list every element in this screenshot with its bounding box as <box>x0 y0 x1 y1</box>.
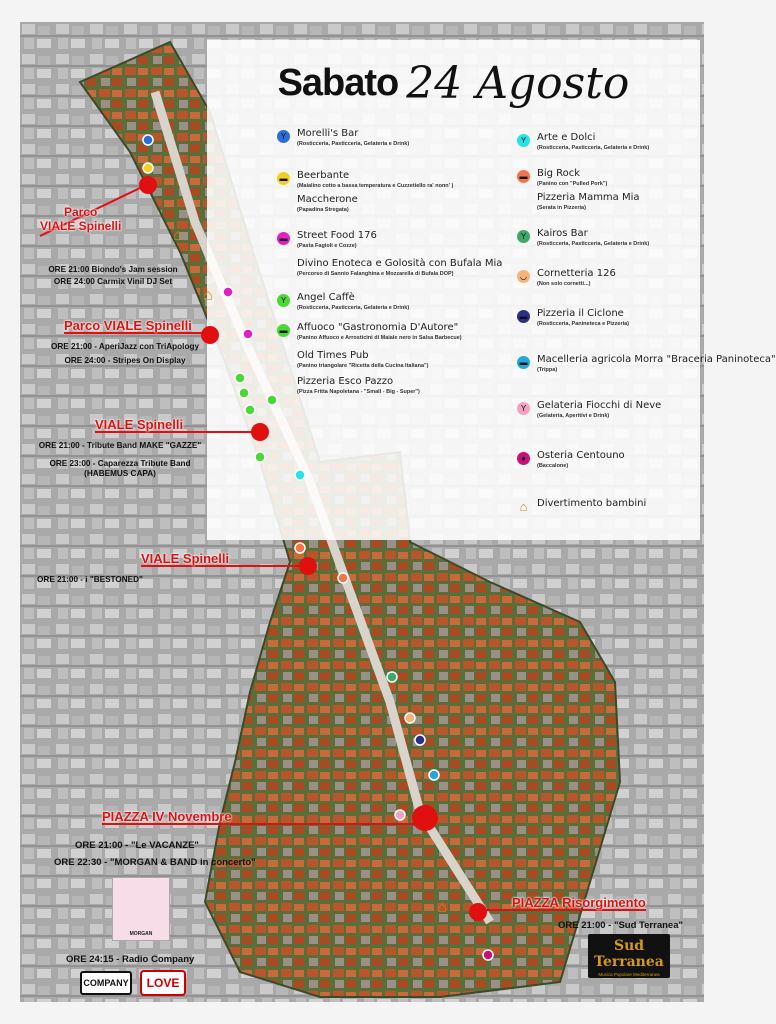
legend-item-name: Cornetteria 126 <box>537 268 616 279</box>
legend-item-desc: (Rosticceria, Pasticceria, Gelateria e Drink) <box>297 141 410 147</box>
stage-label-6: PIAZZA Risorgimento <box>512 895 646 910</box>
stage-label-5: PIAZZA IV Novembre <box>102 809 232 824</box>
vendor-dot <box>338 573 348 583</box>
legend-item-desc: (Papadina Stregata) <box>297 207 349 213</box>
carousel-icon: ⌂ <box>519 499 528 514</box>
vendor-dot <box>243 329 253 339</box>
vendor-dot <box>405 713 415 723</box>
stage-3-event: ORE 23:00 - Caparezza Tribute Band <box>49 459 191 468</box>
cocktail-icon: Y <box>277 130 290 143</box>
burger-icon: ▬ <box>277 324 290 337</box>
cocktail-icon: Y <box>277 294 290 307</box>
legend-item-name: Big Rock <box>537 168 581 179</box>
cocktail-icon: Y <box>517 134 530 147</box>
stage-label-2: Parco VIALE Spinelli <box>64 318 192 333</box>
legend-item-name: Maccherone <box>297 194 358 205</box>
stage-4-event: ORE 21:00 - i "BESTONED" <box>37 575 143 584</box>
burger-icon: ▬ <box>277 172 290 185</box>
stage-2-event: ORE 24:00 - Stripes On Display <box>64 356 186 365</box>
morgan-caption: MORGAN <box>129 931 153 937</box>
legend-item-desc: (Baccalone) <box>537 463 569 469</box>
vendor-dot <box>245 405 255 415</box>
legend-item-name: Arte e Dolci <box>537 132 596 143</box>
legend-item-desc: (Maialino cotto a bassa temperatura e Cuzzetiello ra' nonn' ) <box>297 183 454 189</box>
vendor-dot <box>295 470 305 480</box>
legend-item-desc: (Rosticceria, Pasticceria, Gelateria e Drink) <box>297 305 410 311</box>
stage-pin-1 <box>139 176 157 194</box>
stage-label-1: Parco VIALE Spinelli <box>40 205 122 233</box>
vendor-dot <box>235 373 245 383</box>
legend-item-desc: (Non solo cornetti...) <box>537 281 591 287</box>
sud-terranea-logo <box>588 934 670 978</box>
vendor-dot <box>239 388 249 398</box>
title-day: Sabato <box>277 62 399 104</box>
stage-label-3: VIALE Spinelli <box>95 417 184 432</box>
legend-item-name: Street Food 176 <box>297 230 377 241</box>
legend-item-desc: (Pizza Fritta Napoletana - "Small - Big - Super") <box>297 389 420 395</box>
morgan-photo <box>112 877 170 941</box>
vendor-dot <box>295 543 305 553</box>
vendor-dot <box>223 287 233 297</box>
legend-item-desc: (Gelateria, Aperitivi e Drink) <box>537 413 610 419</box>
legend-item-name: Pizzeria Esco Pazzo <box>297 376 394 387</box>
legend-item-name: Divertimento bambini <box>537 498 647 509</box>
legend-item-desc: (Rosticceria, Pasticceria, Gelateria e Drink) <box>537 241 650 247</box>
vendor-dot <box>395 810 405 820</box>
burger-icon: ▬ <box>517 170 530 183</box>
vendor-dot <box>415 735 425 745</box>
legend-item-name: Kairos Bar <box>537 228 588 239</box>
legend-item-desc: (Percorso di Sannio Falanghina e Mozzarella di Bufala DOP) <box>297 271 454 277</box>
stage-5-event: ORE 22:30 - "MORGAN & BAND in concerto" <box>54 857 256 868</box>
vendor-dot <box>387 672 397 682</box>
vendor-dot <box>255 452 265 462</box>
stage-label-4: VIALE Spinelli <box>141 551 230 566</box>
stage-6-event: ORE 21:00 - "Sud Terranea" <box>558 920 683 931</box>
legend-item-name: Macelleria agricola Morra "Braceria Paninoteca" <box>537 354 776 365</box>
vendor-dot <box>143 163 153 173</box>
legend-item-name: Beerbante <box>297 170 350 181</box>
legend-item-desc: (Rosticceria, Pasticceria, Gelateria e Drink) <box>537 145 650 151</box>
vendor-dot <box>267 395 277 405</box>
love-logo <box>140 970 186 996</box>
stage-1-event: ORE 24:00 Carmix Vinil DJ Set <box>53 277 173 286</box>
title-date: 24 Agosto <box>406 58 630 109</box>
burger-icon: ▬ <box>277 232 290 245</box>
pot-icon: ● <box>517 452 530 465</box>
legend-item-name: Divino Enoteca e Golosità con Bufala Mia <box>297 258 503 269</box>
legend-item-desc: (Trippa) <box>537 367 558 373</box>
carousel-icon: ⌂ <box>173 227 183 244</box>
stage-3-event: ORE 21:00 - Tribute Band MAKE "GAZZE" <box>38 441 202 450</box>
carousel-icon: ⌂ <box>203 287 213 304</box>
legend-item-desc: (Serata in Pizzeria) <box>537 205 586 211</box>
cocktail-icon: Y <box>517 230 530 243</box>
carousel-icon: ⌂ <box>437 899 447 916</box>
legend-item-desc: (Panino Affuoco e Arrosticini di Maiale nero in Salsa Barbecue) <box>297 335 462 341</box>
stage-3-event: (HABEMUS CAPA) <box>84 469 156 478</box>
legend-item-name: Morelli's Bar <box>297 128 359 139</box>
legend-item-name: Pizzeria il Ciclone <box>537 308 624 319</box>
legend-item-desc: (Rosticceria, Panineteca e Pizzeria) <box>537 321 630 327</box>
stage-pin-5 <box>412 805 438 831</box>
cup-icon: ◡ <box>517 270 530 283</box>
legend-item-name: Angel Caffè <box>297 292 355 303</box>
love-logo-text: LOVE <box>146 976 180 990</box>
stage-5-event: ORE 24:15 - Radio Company <box>66 954 195 965</box>
stage-1-event: ORE 21:00 Biondo's Jam session <box>48 265 178 274</box>
burger-icon: ▬ <box>517 310 530 323</box>
vendor-dot <box>483 950 493 960</box>
stage-pin-3 <box>251 423 269 441</box>
stage-pin-6 <box>469 903 487 921</box>
vendor-dot <box>143 135 153 145</box>
cocktail-icon: Y <box>517 402 530 415</box>
legend-item-name: Osteria Centouno <box>537 450 625 461</box>
vendor-dot <box>429 770 439 780</box>
stage-2-event: ORE 21:00 - AperiJazz con TriApology <box>50 342 199 351</box>
legend-item-name: Old Times Pub <box>297 350 369 361</box>
legend-item-desc: (Panino con "Pulled Pork") <box>537 181 608 187</box>
sud-terranea-logo-sub: Musica Popolare Mediterranea <box>598 972 660 977</box>
legend-item-name: Gelateria Fiocchi di Neve <box>537 400 662 411</box>
radio-company-logo <box>80 971 132 995</box>
sud-terranea-logo-title: Sud Terranea <box>594 938 664 970</box>
legend-item-desc: (Pasta Fagioli e Cozze) <box>297 243 357 249</box>
company-logo-text: COMPANY <box>83 978 129 988</box>
legend-item-desc: (Panino triangolare "Ricetta della Cucina Italiana") <box>297 363 429 369</box>
legend-item-name: Affuoco "Gastronomia D'Autore" <box>297 322 459 333</box>
stage-5-event: ORE 21:00 - "Le VACANZE" <box>75 840 199 851</box>
burger-icon: ▬ <box>517 356 530 369</box>
stage-pin-4 <box>299 557 317 575</box>
legend-item-name: Pizzeria Mamma Mia <box>537 192 640 203</box>
